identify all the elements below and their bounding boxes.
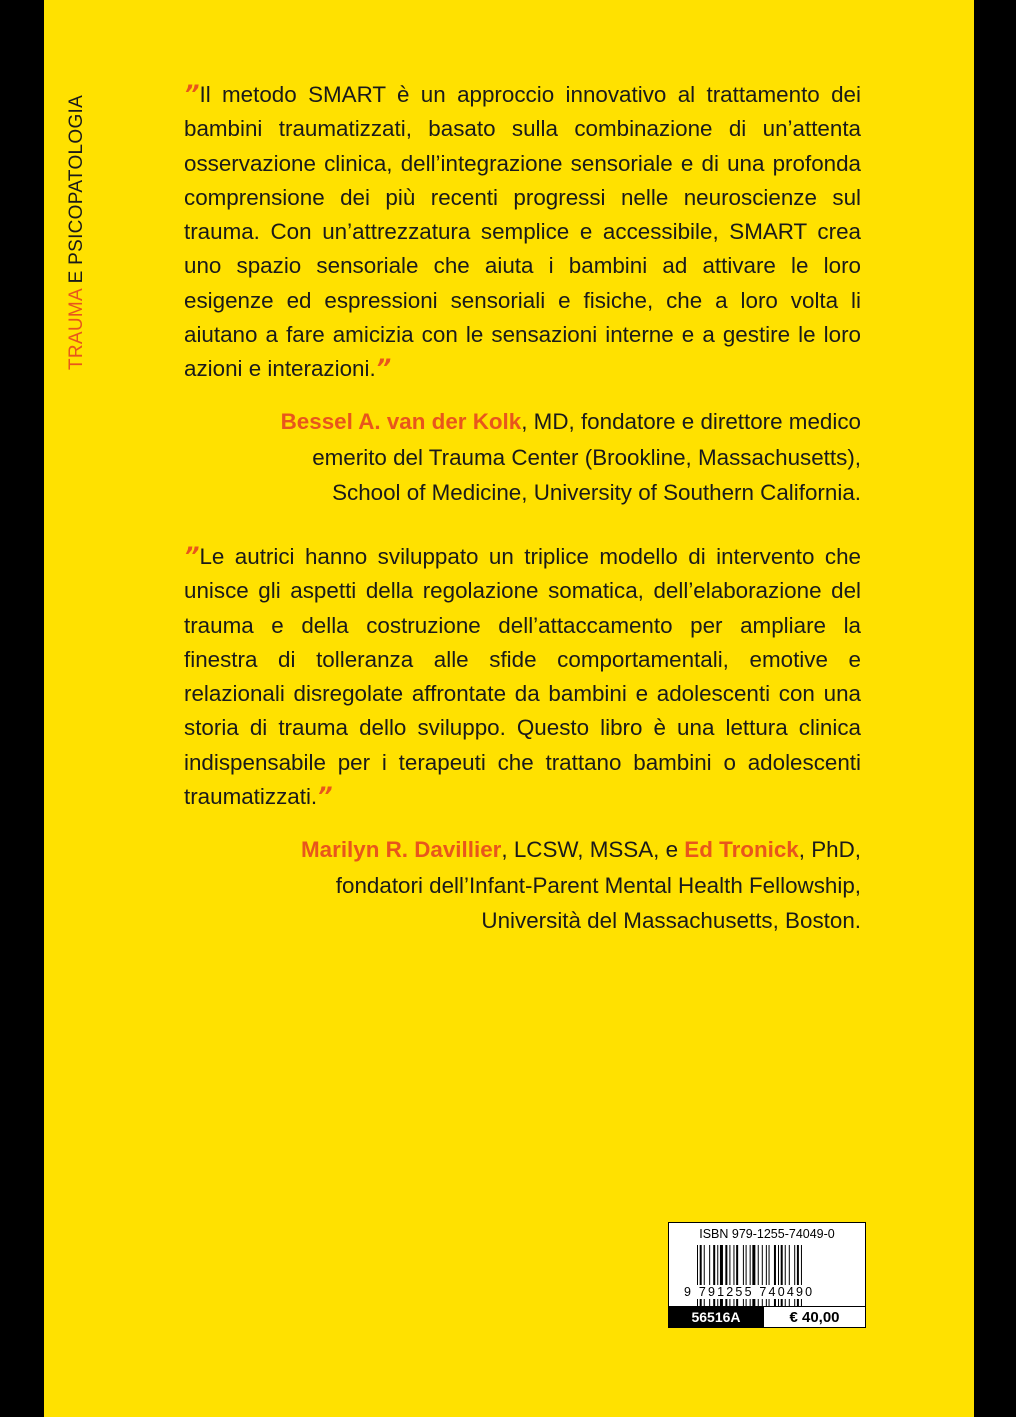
close-quote-icon: ” [317,782,333,811]
quote-text [184,540,861,814]
series-label [66,95,88,370]
attribution [184,832,861,939]
open-quote-icon: ” [184,542,200,570]
barcode-digits-text: 9 791255 740490 [684,1285,815,1299]
isbn-text: ISBN 979-1255-74049-0 [699,1227,835,1241]
author-title: , MD, fondatore e direttore medico [521,409,861,434]
quote-block-2 [184,540,861,814]
author-affiliation-2: School of Medicine, University of Southern California. [332,480,861,505]
author-affiliation-1: fondatori dell’Infant-Parent Mental Health Fellowship, [335,872,861,898]
author-name-1: Marilyn R. Davillier [301,837,502,862]
quote-text [184,78,861,387]
author-credentials-1: , LCSW, MSSA, e [501,837,685,862]
series-word-trauma: TRAUMA [66,289,87,370]
price: € 40,00 [764,1306,866,1328]
open-quote-icon: ” [184,80,200,108]
barcode-digits [683,1285,853,1299]
barcode-label [668,1222,866,1328]
quote-block-1 [184,78,861,387]
product-code: 56516A [668,1306,764,1328]
attribution-block-2 [184,832,861,939]
series-word-psicopatologia: E PSICOPATOLOGIA [66,94,87,284]
quote-body: Il metodo SMART è un approccio innovativo al trattamento dei bambini traumatizzati, basato sulla combinazione di un’attenta osservazione clinica, dell’integrazione sensoriale e di una profonda comprensione dei più recenti progressi nelle neuroscienze sul trauma. Con un’attrezzatura semplice e accessibile, SMART crea uno spazio sensoriale che aiuta i bambini ad attivare le loro esigenze ed espressioni sensoriali e fisiche, che a loro volta li aiutano a fare amicizia con le sensazioni interne e a gestire le loro azioni e interazioni. [184,82,861,382]
author-credentials-2: , PhD, [798,837,861,862]
price-row [668,1306,866,1328]
attribution [184,404,861,511]
attribution-block-1 [184,404,861,511]
author-affiliation-1: emerito del Trauma Center (Brookline, Massachusetts), [312,444,861,470]
close-quote-icon: ” [375,354,392,383]
author-affiliation-2: Università del Massachusetts, Boston. [481,908,861,933]
author-name-2: Ed Tronick [684,837,799,862]
quote-body: Le autrici hanno sviluppato un triplice modello di intervento che unisce gli aspetti della regolazione somatica, dell’elaborazione del trauma e della costruzione dell’attaccamento per ampliare la finestra di tolleranza alle sfide comportamentali, emotive e relazionali disregolate affrontate da bambini e adolescenti con una storia di trauma dello sviluppo. Questo libro è una lettura clinica indispensabile per i terapeuti che trattano bambini o adolescenti traumatizzati. [184,544,861,810]
author-name: Bessel A. van der Kolk [280,409,522,434]
